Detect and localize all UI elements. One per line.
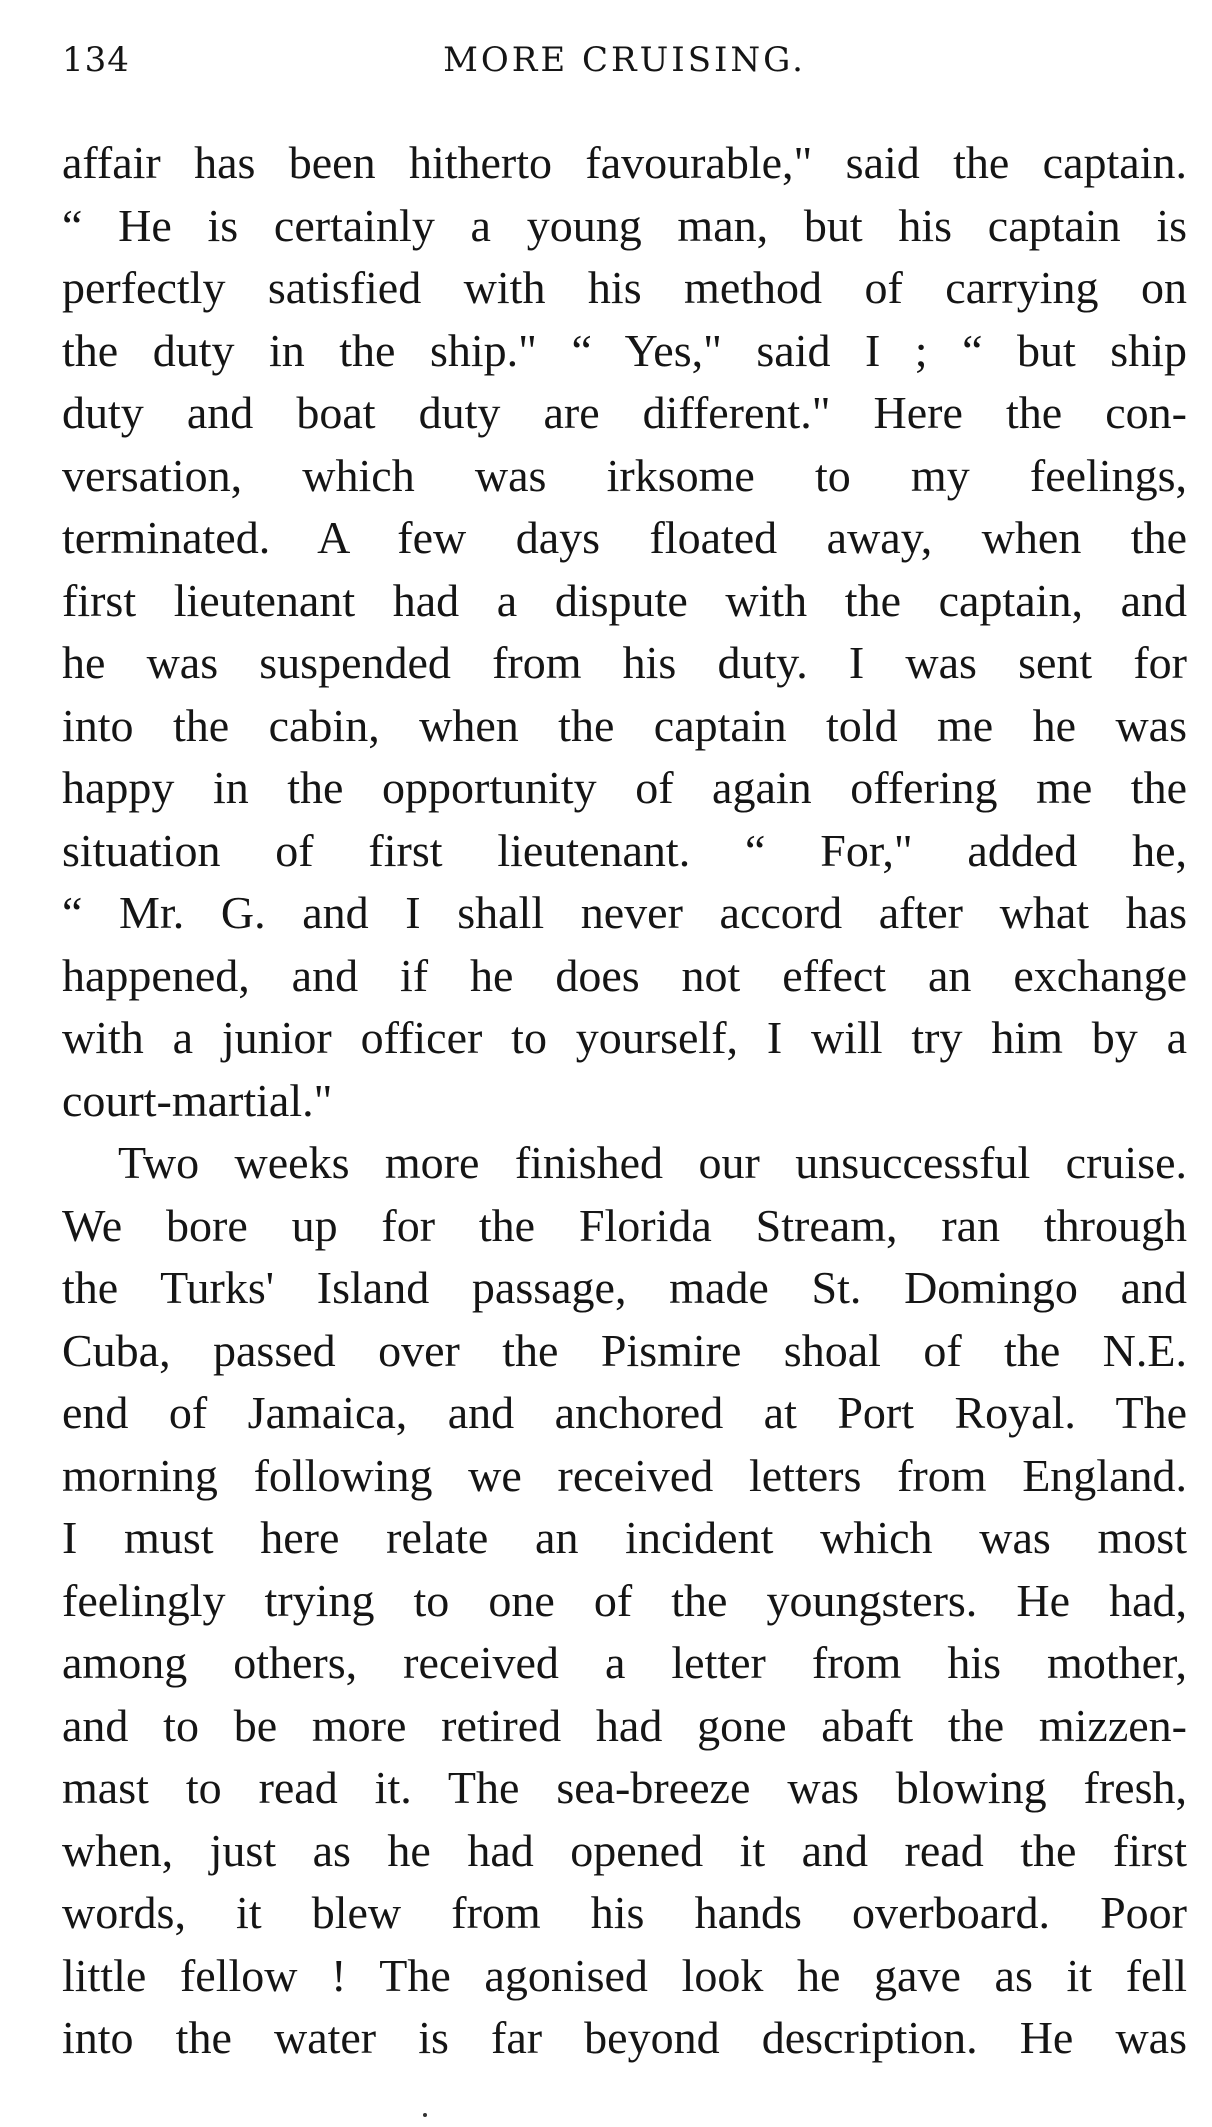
- paragraph-1: [62, 132, 1187, 1132]
- body-text: [62, 132, 1187, 2070]
- text-line: situation of first lieutenant. “ For," added he,: [62, 824, 1187, 876]
- text-line: when, just as he had opened it and read the first: [62, 1824, 1187, 1876]
- text-line: end of Jamaica, and anchored at Port Royal. The: [62, 1387, 1187, 1438]
- text-line: little fellow ! The agonised look he gave as it fell: [62, 1949, 1187, 2001]
- text-line: among others, received a letter from his mother,: [62, 1637, 1187, 1688]
- text-line: the duty in the ship." “ Yes," said I ; “ but ship: [62, 324, 1187, 376]
- text-line: mast to read it. The sea-breeze was blowing fresh,: [62, 1762, 1187, 1813]
- text-line: duty and boat duty are different." Here the con-: [62, 387, 1187, 438]
- text-line: perfectly satisfied with his method of carrying on: [62, 262, 1187, 313]
- text-line: Two weeks more finished our unsuccessful cruise.: [118, 1137, 1187, 1188]
- text-line: versation, which was irksome to my feelings,: [62, 449, 1187, 501]
- text-line: he was suspended from his duty. I was sent for: [62, 637, 1187, 688]
- text-line: court-martial.": [62, 1074, 333, 1126]
- text-line: terminated. A few days floated away, when the: [62, 512, 1187, 563]
- text-line: into the cabin, when the captain told me he was: [62, 699, 1187, 751]
- text-line: I must here relate an incident which was most: [62, 1512, 1187, 1563]
- text-line: and to be more retired had gone abaft the mizzen-: [62, 1699, 1187, 1751]
- paragraph-2: [62, 1132, 1187, 2070]
- text-line: the Turks' Island passage, made St. Domingo and: [62, 1262, 1187, 1313]
- text-line: words, it blew from his hands overboard. Poor: [62, 1887, 1187, 1938]
- page-number: 134: [62, 40, 130, 80]
- ink-speck: [423, 2113, 427, 2117]
- text-line: Cuba, passed over the Pismire shoal of the N.E.: [62, 1324, 1187, 1376]
- text-line: affair has been hitherto favourable," said the captain.: [62, 137, 1187, 188]
- text-line: feelingly trying to one of the youngsters. He had,: [62, 1574, 1187, 1626]
- text-line: into the water is far beyond description. He was: [62, 2012, 1187, 2063]
- text-line: happened, and if he does not effect an exchange: [62, 949, 1187, 1001]
- text-line: “ He is certainly a young man, but his captain is: [62, 199, 1187, 251]
- running-title: MORE CRUISING.: [443, 40, 806, 80]
- text-line: first lieutenant had a dispute with the captain, and: [62, 574, 1187, 626]
- text-line: We bore up for the Florida Stream, ran through: [62, 1199, 1187, 1251]
- text-line: with a junior officer to yourself, I will try him by a: [62, 1012, 1187, 1063]
- text-line: happy in the opportunity of again offering me the: [62, 762, 1187, 813]
- page-header: [62, 40, 1187, 90]
- text-line: morning following we received letters from England.: [62, 1449, 1187, 1501]
- text-line: “ Mr. G. and I shall never accord after what has: [62, 887, 1187, 938]
